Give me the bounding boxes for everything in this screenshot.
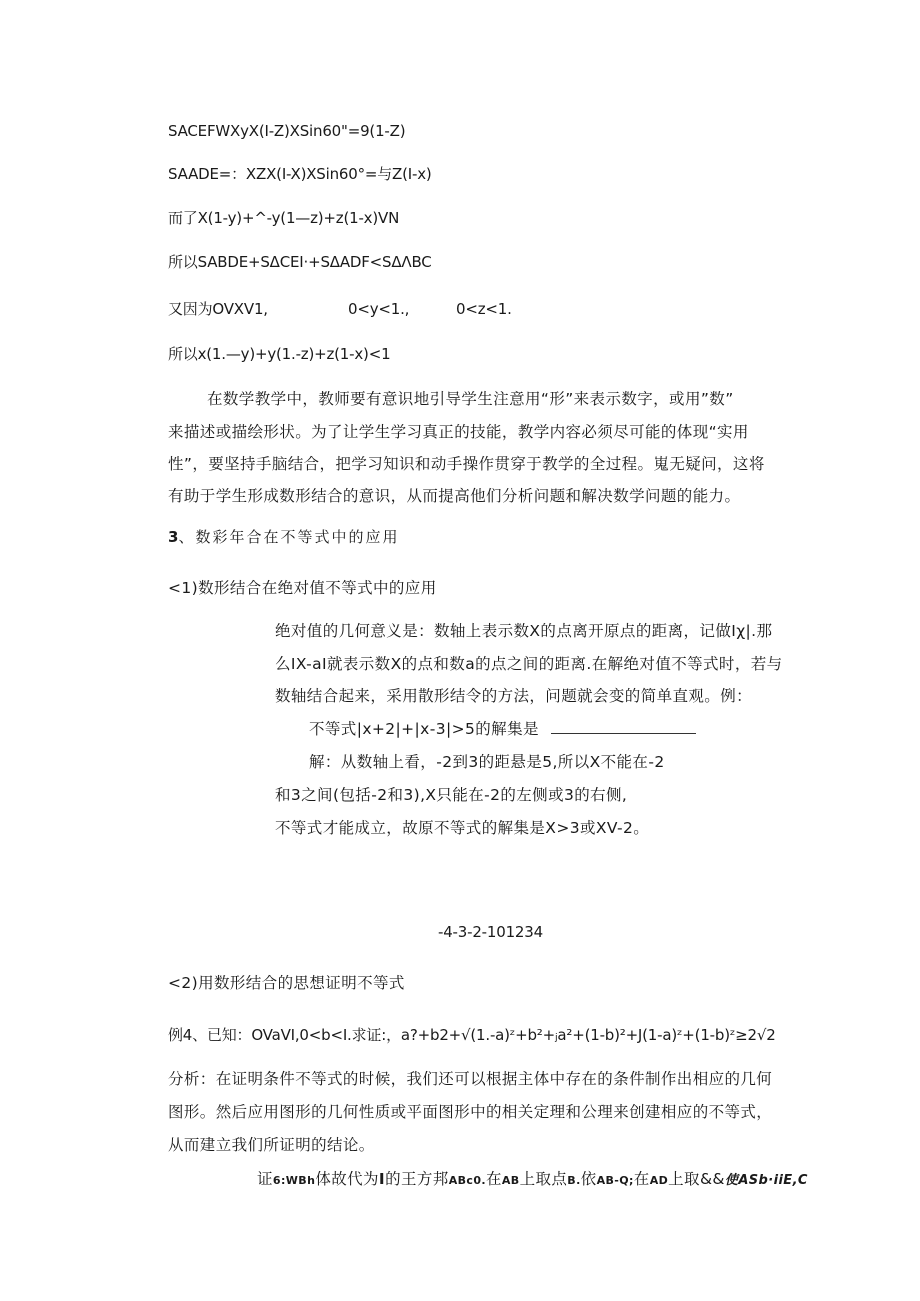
- equation-area-ade: SAADE=：XZX(I-X)XSin60°=与Z(I-x): [168, 165, 432, 183]
- section-title: 、数彩年合在不等式中的应用: [178, 528, 400, 546]
- proof-fragment: AB-Q;: [596, 1174, 634, 1187]
- example-question: [309, 718, 696, 740]
- text-line: 不等式才能成立，故原不等式的解集是X>3或XV-2。: [275, 819, 650, 837]
- proof-fragment: I: [378, 1170, 386, 1188]
- bound-x: 又因为OVXV1,: [168, 300, 268, 318]
- proof-fragment: 证: [257, 1170, 273, 1188]
- text-line: 从而建立我们所证明的结论。: [168, 1136, 375, 1154]
- text-line: 图形。然后应用图形的几何性质或平面图形中的相关定理和公理来创建相应的不等式，: [168, 1103, 773, 1121]
- text-line: 么IX-aI就表示数X的点和数a的点之间的距离.在解绝对值不等式时，若与: [275, 655, 783, 673]
- text-line: 数轴结合起来，采用散形结令的方法，问题就会变的简单直观。例：: [275, 687, 753, 705]
- paragraph-line: 来描述或描绘形状。为了让学生学习真正的技能，教学内容必须尽可能的体现“实用: [168, 423, 749, 441]
- proof-fragment: 依: [580, 1170, 597, 1188]
- equation-variable-bounds: [168, 298, 512, 320]
- answer-blank: [551, 719, 696, 734]
- paragraph-line: 在数学教学中，教师要有意识地引导学生注意用“形”来表示数字，或用”数”: [207, 390, 734, 408]
- proof-fragment: AB: [501, 1174, 520, 1187]
- equation-area-inequality: 所以SABDE+SΔCEI·+SΔADF<SΔΛBC: [168, 253, 432, 271]
- text-line: 解：从数轴上看，-2到3的距悬是5,所以X不能在-2: [309, 753, 665, 771]
- number-line-labels: -4-3-2-101234: [438, 923, 543, 941]
- proof-fragment: 上取点: [519, 1170, 568, 1188]
- equation-conclusion: 所以x(1.—y)+y(1.-z)+z(1-x)<1: [168, 345, 391, 363]
- proof-fragment: 上取&&: [668, 1170, 725, 1188]
- text-line: 分析：在证明条件不等式的时候，我们还可以根据主体中存在的条件制作出相应的几何: [168, 1070, 773, 1088]
- section-number: 3: [168, 528, 179, 546]
- text-line: 和3之间(包括-2和3),X只能在-2的左侧或3的右侧,: [275, 786, 628, 804]
- question-text: 不等式|x+2|+|x-3|>5的解集是: [309, 720, 539, 738]
- proof-fragment: 6:WBh: [272, 1174, 316, 1187]
- subsection-heading: <1)数形结合在绝对值不等式中的应用: [168, 579, 437, 597]
- proof-fragment: 体故代为: [315, 1170, 379, 1188]
- proof-line: [257, 1168, 808, 1192]
- proof-fragment: 在: [485, 1170, 502, 1188]
- bound-z: 0<z<1.: [456, 300, 512, 318]
- text-line: 绝对值的几何意义是：数轴上表示数X的点离开原点的距离，记做Iχ|.那: [275, 622, 773, 640]
- proof-fragment: 在: [633, 1170, 650, 1188]
- proof-fragment: 使ASb·iiE,C: [724, 1173, 808, 1188]
- bound-y: 0<y<1.,: [348, 300, 410, 318]
- paragraph-line: 有助于学生形成数形结合的意识，从而提高他们分析问题和解决数学问题的能力。: [168, 487, 741, 505]
- equation-area-cef: SACEFWXyX(I-Z)XSin60"=9(1-Z): [168, 122, 406, 140]
- proof-fragment: ABc0.: [448, 1174, 486, 1187]
- subsection-heading: <2)用数形结合的思想证明不等式: [168, 974, 405, 992]
- section-heading: [168, 526, 399, 548]
- proof-fragment: AD: [649, 1174, 669, 1187]
- proof-fragment: 的王方邦: [385, 1170, 449, 1188]
- equation-sum-expression: 而了X(1-y)+^-y(1—z)+z(1-x)VN: [168, 209, 400, 227]
- example-statement: 例4、已知：OVaVI,0<b<I.求证:，a?+b2+√(1.-a)ᶻ+b²+ⱼa²+(1-b)²+J(1-a)ᶻ+(1-b)ᶻ≥2√2: [168, 1026, 776, 1044]
- paragraph-line: 性”，要坚持手脑结合，把学习知识和动手操作贯穿于教学的全过程。嵬无疑问，这将: [168, 455, 765, 473]
- proof-fragment: B.: [567, 1174, 581, 1187]
